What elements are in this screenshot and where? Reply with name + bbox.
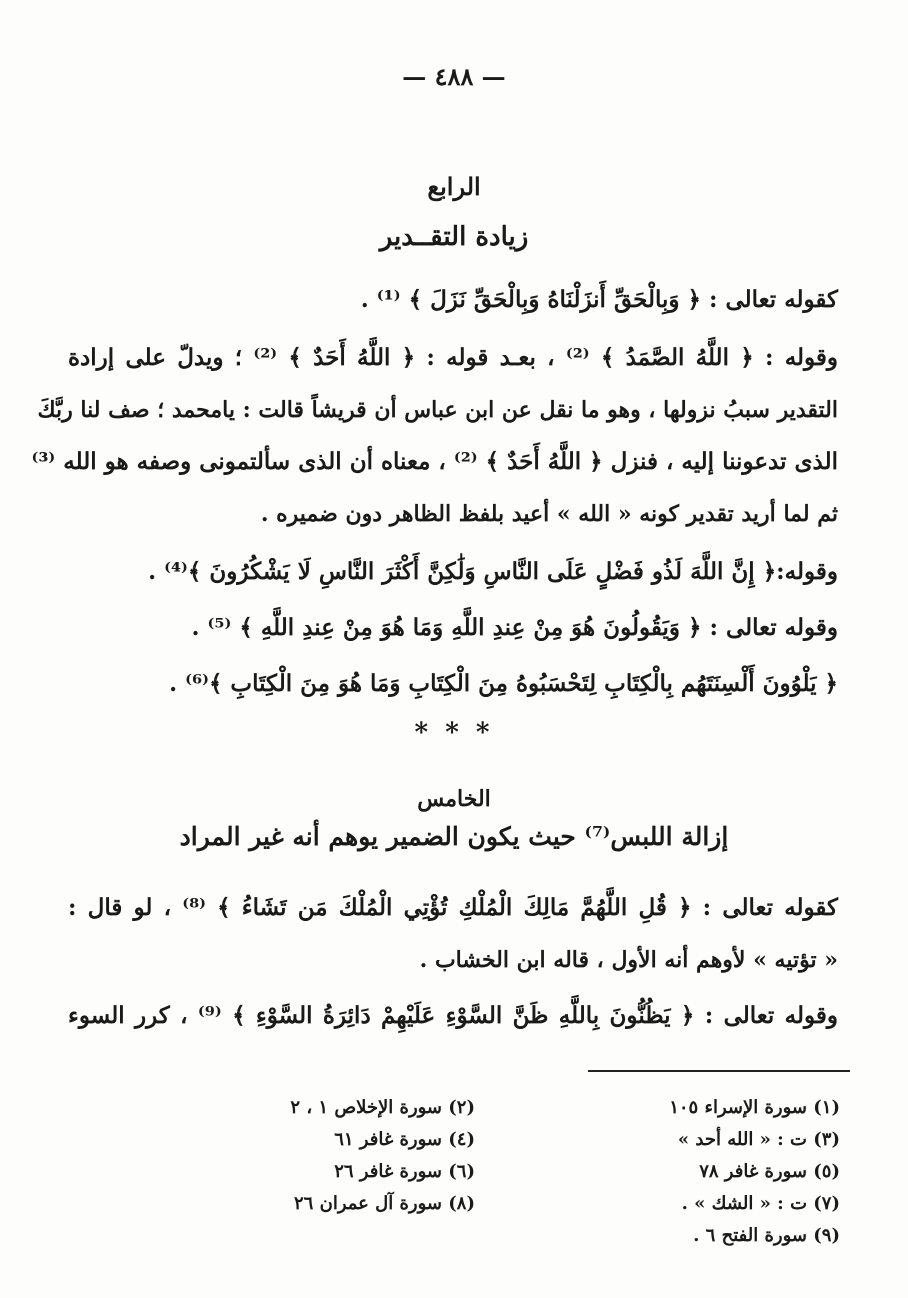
body-line-11: وقوله تعالى : ﴿ يَظُنُّونَ بِاللَّهِ ظَنَّ السَّوْءِ عَلَيْهِمْ دَائِرَةُ السَّوْءِ ﴾ ⁽⁹⁾ ، كرر السوء [68,1002,839,1029]
body-line-2: وقوله : ﴿ اللَّهُ الصَّمَدُ ﴾ ⁽²⁾ ، بعـد قوله : ﴿ اللَّهُ أَحَدٌ ﴾ ⁽²⁾ ؛ ويدلّ على إرادة [68,344,839,371]
section-label-fourth: الرابع [427,172,481,201]
page-number: — ٤٨٨ — [402,62,506,91]
section-separator: * * * [414,718,494,748]
footnote-6: (٦) سورة غافر ٢٦ [334,1161,475,1182]
footnotes-column-right [540,1092,840,1252]
footnote-3: (٣) ت : « الله أحد » [677,1129,840,1150]
body-line-6: وقوله:﴿ إِنَّ اللَّهَ لَذُو فَضْلٍ عَلَى النَّاسِ وَلَٰكِنَّ أَكْثَرَ النَّاسِ لَا يَشْكُرُونَ ﴾⁽⁴⁾ . [148,558,838,585]
footnote-9: (٩) سورة الفتح ٦ . [693,1225,840,1246]
footnote-4: (٤) سورة غافر ٦١ [334,1129,475,1150]
footnote-7: (٧) ت : « الشك » . [681,1193,840,1214]
section-label-fifth: الخامس [417,786,491,812]
footnote-8: (٨) سورة آل عمران ٢٦ [293,1193,475,1214]
body-line-10: « تؤتيه » لأوهم أنه الأول ، قاله ابن الخشاب . [419,947,838,973]
footnote-5: (٥) سورة غافر ٧٨ [699,1161,840,1182]
body-line-3: التقدير سببُ نزولها ، وهو ما نقل عن ابن عباس أن قريشاً قالت : يامحمد ؛ صف لنا ربَّكَ [37,397,838,423]
body-line-4: الذى تدعوننا إليه ، فنزل ﴿ اللَّهُ أَحَدٌ ﴾ ⁽²⁾ ، معناه أن الذى سألتمونى وصفه هو الله ⁽³⁾ [31,448,838,475]
body-line-7: وقوله تعالى : ﴿ وَيَقُولُونَ هُوَ مِنْ عِندِ اللَّهِ وَمَا هُوَ مِنْ عِندِ اللَّهِ ﴾ ⁽⁵⁾ . [191,614,838,641]
section-title-fifth: إزالة اللبس⁽⁷⁾ حيث يكون الضمير يوهم أنه غير المراد [179,822,729,851]
footnote-1: (١) سورة الإسراء ١٠٥ [669,1097,840,1118]
body-line-1: كقوله تعالى : ﴿ وَبِالْحَقِّ أَنزَلْنَاهُ وَبِالْحَقِّ نَزَلَ ﴾ ⁽¹⁾ . [360,286,838,313]
footnotes-column-left [175,1092,475,1220]
body-line-5: ثم لما أريد تقدير كونه « الله » أعيد بلفظ الظاهر دون ضميره . [260,501,838,527]
body-line-8: ﴿ يَلْوُونَ أَلْسِنَتَهُم بِالْكِتَابِ لِتَحْسَبُوهُ مِنَ الْكِتَابِ وَمَا هُوَ مِنَ الْكِتَابِ ﴾⁽⁶⁾ . [169,670,838,697]
footnote-divider [588,1070,850,1072]
footnote-2: (٢) سورة الإخلاص ١ ، ٢ [290,1097,475,1118]
section-title-fourth: زيادة التقــدير [379,222,529,252]
body-line-9: كقوله تعالى : ﴿ قُلِ اللَّهُمَّ مَالِكَ الْمُلْكِ تُؤْتِي الْمُلْكَ مَن تَشَاءُ ﴾ ⁽⁸⁾ ، لو قال : [68,894,838,921]
